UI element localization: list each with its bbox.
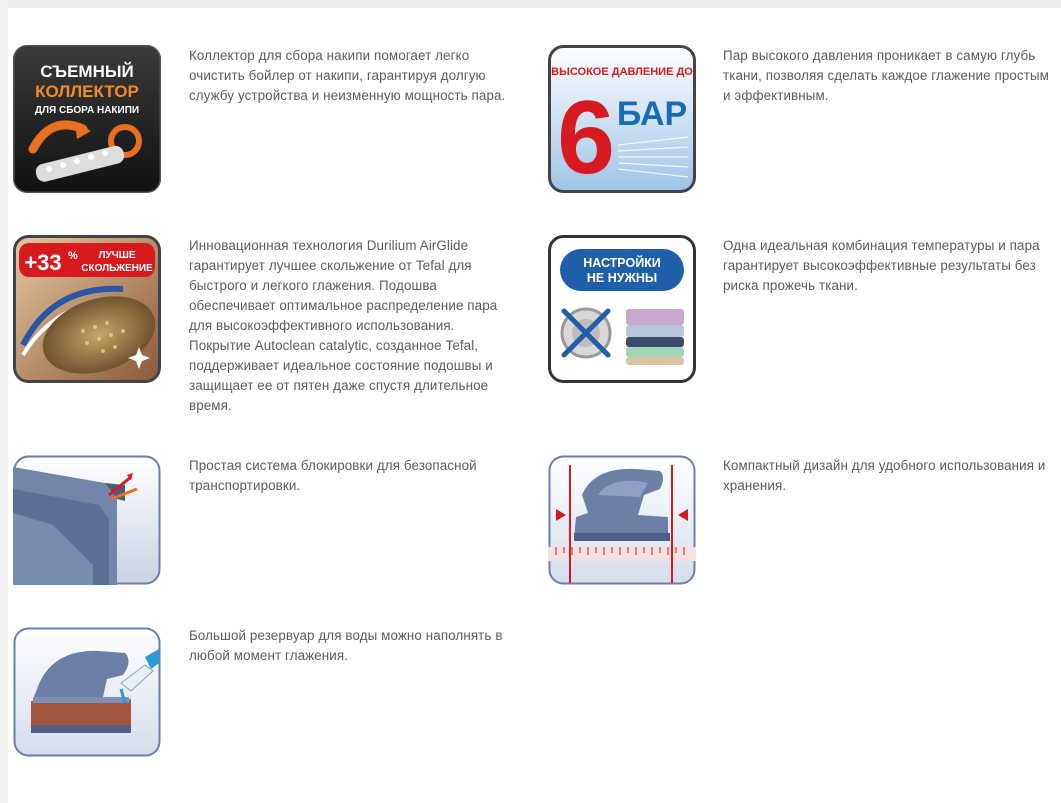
descaling-collector-icon xyxy=(13,45,161,193)
lock-system-icon xyxy=(13,455,161,603)
no-settings-icon xyxy=(548,235,696,383)
feature-description: Большой резервуар для воды можно наполнять в любой момент глажения. xyxy=(189,628,503,663)
feature-description: Коллектор для сбора накипи помогает легко очистить бойлер от накипи, гарантируя долгую службу устройства и неизменную мощность пара. xyxy=(189,48,506,103)
top-border xyxy=(0,0,1061,8)
badge-line-1: ЛУЧШЕ xyxy=(98,250,136,261)
soleplate-glide-icon xyxy=(13,235,161,383)
badge-unit: БАР xyxy=(616,95,688,133)
badge-percent-sign: % xyxy=(68,250,78,262)
badge-line-1: СЪЕМНЫЙ xyxy=(40,62,134,81)
badge-number: 6 xyxy=(557,80,615,193)
steam-pressure-icon xyxy=(548,45,696,193)
badge-percent: +33 xyxy=(24,250,62,275)
badge-line-2: НЕ НУЖНЫ xyxy=(586,271,658,285)
left-border xyxy=(0,0,8,803)
feature-description: Инновационная технология Durilium AirGlide гарантирует лучшее скольжение от Tefal для быстрого и легкого глажения. Подошва обеспечивает оптимальное распределение пара для высокоэффективного использования. Покрытие Autoclean catalytic, созданное Tefal, поддерживает идеальное состояние подошвы и защищает ее от пятен даже спустя длительное время. xyxy=(189,238,498,413)
feature-description: Компактный дизайн для удобного использования и хранения. xyxy=(723,458,1046,493)
feature-description: Простая система блокировки для безопасной транспортировки. xyxy=(189,458,477,493)
compact-design-icon xyxy=(548,455,696,603)
feature-description: Пар высокого давления проникает в самую глубь ткани, позволяя сделать каждое глажение простым и эффективным. xyxy=(723,48,1049,103)
badge-line-2: КОЛЛЕКТОР xyxy=(35,82,139,101)
badge-top-text: ВЫСОКОЕ ДАВЛЕНИЕ ДО xyxy=(551,66,693,78)
badge-line-3: ДЛЯ СБОРА НАКИПИ xyxy=(34,105,140,116)
badge-line-2: СКОЛЬЖЕНИЕ xyxy=(81,263,153,274)
badge-line-1: НАСТРОЙКИ xyxy=(583,256,661,270)
feature-description: Одна идеальная комбинация температуры и пара гарантирует высокоэффективные результаты без риска прожечь ткани. xyxy=(723,238,1040,293)
water-tank-icon xyxy=(13,627,161,775)
